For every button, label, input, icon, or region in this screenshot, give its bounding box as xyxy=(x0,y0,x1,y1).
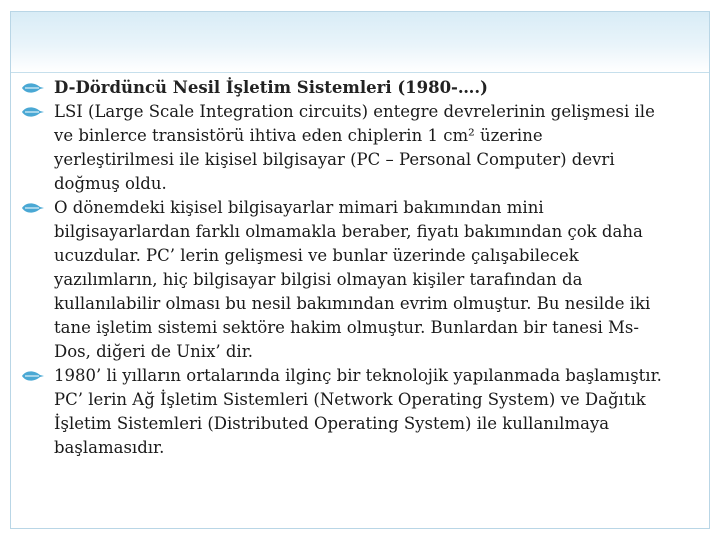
bullet-line: kullanılabilir olması bu nesil bakımından evrim olmuştur. Bu nesilde iki xyxy=(54,294,651,313)
bullet-list xyxy=(20,76,700,460)
bullet-line: İşletim Sistemleri (Distributed Operating System) ile kullanılmaya xyxy=(54,414,610,433)
title-band-divider xyxy=(11,72,709,73)
bullet-line: ve binlerce transistörü ihtiva eden chiplerin 1 cm² üzerine xyxy=(54,126,543,145)
fleuron-bullet-icon xyxy=(20,81,46,95)
bullet-line: başlamasıdır. xyxy=(54,438,165,457)
bullet-line: bilgisayarlardan farklı olmamakla beraber, fiyatı bakımından çok daha xyxy=(54,222,643,241)
bullet-line: ucuzdular. PC’ lerin gelişmesi ve bunlar üzerinde çalışabilecek xyxy=(54,246,579,265)
bullet-line: tane işletim sistemi sektöre hakim olmuştur. Bunlardan bir tanesi Ms- xyxy=(54,318,639,337)
fleuron-bullet-icon xyxy=(20,201,46,215)
fleuron-bullet-icon xyxy=(20,105,46,119)
bullet-item-personal-computers xyxy=(20,196,700,364)
bullet-item-network-systems xyxy=(20,364,700,460)
bullet-line: Dos, diğeri de Unix’ dir. xyxy=(54,342,254,361)
bullet-line: D-Dördüncü Nesil İşletim Sistemleri (1980-….) xyxy=(54,78,488,97)
bullet-line: yerleştirilmesi ile kişisel bilgisayar (PC – Personal Computer) devri xyxy=(54,150,615,169)
bullet-item-lsi xyxy=(20,100,700,196)
title-band xyxy=(11,12,709,72)
bullet-item-heading xyxy=(20,76,700,100)
bullet-line: PC’ lerin Ağ İşletim Sistemleri (Network Operating System) ve Dağıtık xyxy=(54,390,646,409)
fleuron-bullet-icon xyxy=(20,369,46,383)
bullet-line: O dönemdeki kişisel bilgisayarlar mimari bakımından mini xyxy=(54,198,544,217)
bullet-line: 1980’ li yılların ortalarında ilginç bir teknolojik yapılanmada başlamıştır. xyxy=(54,366,662,385)
bullet-line: yazılımların, hiç bilgisayar bilgisi olmayan kişiler tarafından da xyxy=(54,270,583,289)
bullet-line: doğmuş oldu. xyxy=(54,174,167,193)
bullet-line: LSI (Large Scale Integration circuits) entegre devrelerinin gelişmesi ile xyxy=(54,102,655,121)
